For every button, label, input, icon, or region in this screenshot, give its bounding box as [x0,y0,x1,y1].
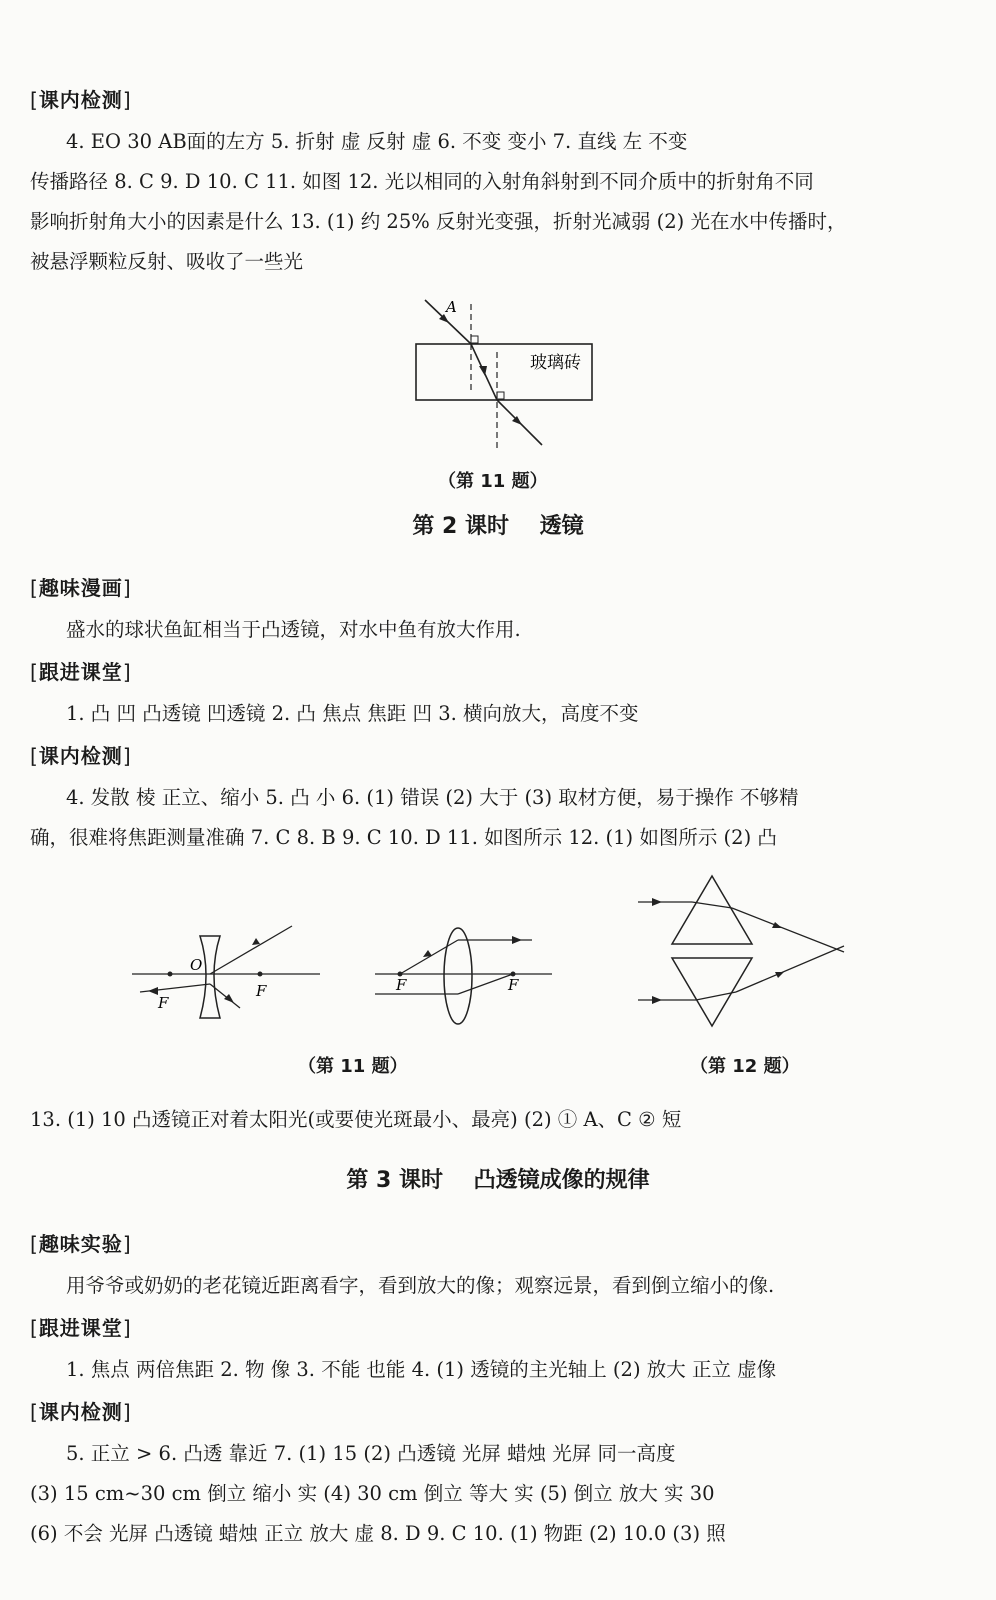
prism-figure [632,872,862,1032]
arrow-head [772,922,782,928]
concave-lens [200,936,220,1018]
section-tag: [ 跟进课堂 ] [30,658,132,686]
glass-label: 玻璃砖 [530,353,581,373]
answer-line: 确，很难将焦距测量准确 7. C 8. B 9. C 10. D 11. 如图所示 12. (1) 如图所示 (2) 凸 [30,826,777,849]
ray [692,902,732,908]
arrow-head [652,898,662,906]
section-tag: [ 跟进课堂 ] [30,1314,132,1342]
arrow-head [224,994,234,1003]
prism [672,958,752,1026]
answer-line: 4. EO 30 AB面的左方 5. 折射 虚 反射 虚 6. 不变 变小 7. 直线 左 不变 [66,130,688,153]
answer-line: 传播路径 8. C 9. D 10. C 11. 如图 12. 光以相同的入射角斜射到不同介质中的折射角不同 [30,170,814,193]
answer-line: 4. 发散 棱 正立、缩小 5. 凸 小 6. (1) 错误 (2) 大于 (3) 取材方便，易于操作 不够精 [66,786,799,809]
arrow-head [252,938,260,945]
focus-label: F [256,982,267,1000]
answer-line: 1. 凸 凹 凸透镜 凹透镜 2. 凸 焦点 焦距 凹 3. 横向放大，高度不变 [66,702,639,725]
glass-block-figure [400,290,620,460]
ray [732,908,844,952]
arrow-head [652,996,662,1004]
answer-line: 影响折射角大小的因素是什么 13. (1) 约 25% 反射光变强，折射光减弱 (2) 光在水中传播时， [30,210,847,233]
arrow-head [512,936,522,944]
lens-ray-figure [130,910,560,1045]
figure-caption: （第 11 题） [298,1056,408,1077]
focus-label: F [508,976,519,994]
optical-center-label: O [190,956,203,974]
right-angle-mark [497,392,504,399]
lesson-title: 第 2 课时 透镜 [412,514,584,539]
focus-label: F [396,976,407,994]
answer-line: 13. (1) 10 凸透镜正对着太阳光(或要使光斑最小、最亮) (2) ① A、C ② 短 [30,1108,682,1131]
answer-line: (3) 15 cm~30 cm 倒立 缩小 实 (4) 30 cm 倒立 等大 实 (5) 倒立 放大 实 30 [30,1482,715,1505]
section-tag: [ 课内检测 ] [30,742,132,770]
answer-line: 盛水的球状鱼缸相当于凸透镜，对水中鱼有放大作用. [66,618,521,641]
focus-point [258,972,263,977]
focus-point [168,972,173,977]
answer-line: 用爷爷或奶奶的老花镜近距离看字，看到放大的像；观察远景，看到倒立缩小的像. [66,1274,775,1297]
ray [736,946,844,992]
ray [400,940,458,974]
prism [672,876,752,944]
ray [210,984,240,1008]
point-a-label: A [446,298,457,316]
ray [458,974,513,994]
lesson-title: 第 3 课时 凸透镜成像的规律 [346,1168,650,1193]
section-tag: [ 课内检测 ] [30,86,132,114]
answer-line: (6) 不会 光屏 凸透镜 蜡烛 正立 放大 虚 8. D 9. C 10. (1) 物距 (2) 10.0 (3) 照 [30,1522,726,1545]
figure-caption: （第 11 题） [438,471,548,492]
ray [210,926,292,974]
focus-label: F [158,994,169,1012]
section-tag: [ 趣味漫画 ] [30,574,132,602]
arrow-head [148,987,158,995]
section-tag: [ 课内检测 ] [30,1398,132,1426]
right-angle-mark [471,336,478,343]
answer-line: 1. 焦点 两倍焦距 2. 物 像 3. 不能 也能 4. (1) 透镜的主光轴上 (2) 放大 正立 虚像 [66,1358,777,1381]
arrow-head [423,950,432,957]
convex-lens [444,928,472,1024]
figure-caption: （第 12 题） [690,1056,800,1077]
section-tag: [ 趣味实验 ] [30,1230,132,1258]
answer-line: 被悬浮颗粒反射、吸收了一些光 [30,250,304,273]
answer-line: 5. 正立 > 6. 凸透 靠近 7. (1) 15 (2) 凸透镜 光屏 蜡烛 光屏 同一高度 [66,1442,676,1465]
